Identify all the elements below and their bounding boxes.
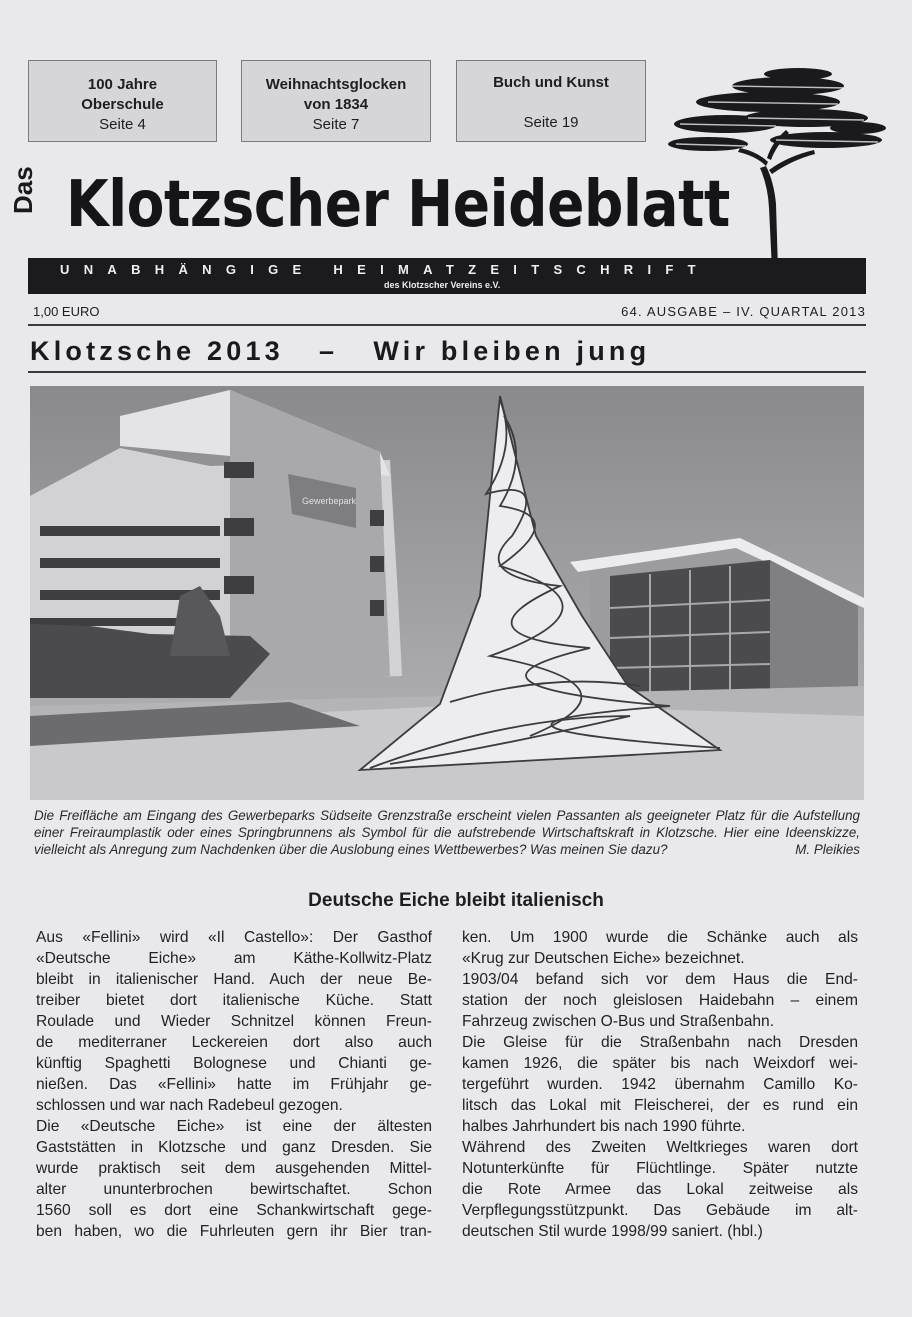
masthead-subtitle: UNABHÄNGIGE HEIMATZEITSCHRIFT	[60, 262, 710, 277]
subtitle-bar	[28, 258, 866, 294]
teaser-box-oberschule[interactable]	[28, 60, 217, 142]
teaser-title-line: Oberschule	[81, 96, 164, 113]
article-line: bleibt in italienischer Hand. Auch der neue Be-	[36, 971, 432, 988]
page-headline: Klotzsche 2013 – Wir bleiben jung	[30, 336, 651, 366]
article-line: Die «Deutsche Eiche» ist eine der ältesten	[36, 1118, 432, 1135]
article-line: «Deutsche Eiche» am Käthe-Kollwitz-Platz	[36, 950, 432, 967]
article-line: kamen 1926, die später bis nach Weixdorf wei-	[462, 1055, 858, 1072]
article-line: treiber bietet dort italienische Küche. Statt	[36, 992, 432, 1009]
article-line: Roulade und Wieder Schnitzel können Freun-	[36, 1013, 432, 1030]
teaser-title-line: 100 Jahre	[87, 76, 158, 93]
article-line: station der noch gleislosen Haidebahn – einem	[462, 992, 858, 1009]
article-line: 1560 soll es dort eine Schankwirtschaft gege-	[36, 1202, 432, 1219]
divider-rule	[28, 324, 866, 326]
article-line: ken. Um 1900 wurde die Schänke auch als	[462, 929, 858, 946]
article-line: nießen. Das «Fellini» hatte im Frühjahr ge-	[36, 1076, 432, 1093]
article-line: «Krug zur Deutschen Eiche» bezeichnet.	[462, 950, 745, 967]
teaser-box-weihnachtsglocken[interactable]	[241, 60, 431, 142]
article-line: die Rote Armee das Lokal zeitweise als	[462, 1181, 858, 1198]
article-column-left	[36, 927, 432, 1242]
teaser-page: Seite 19	[523, 114, 579, 131]
divider-rule	[28, 371, 866, 373]
issue-info: 64. AUSGABE – IV. QUARTAL 2013	[621, 304, 866, 319]
teaser-box-buch-und-kunst[interactable]	[456, 60, 646, 142]
article-line: Die Gleise für die Straßenbahn nach Dresden	[462, 1034, 858, 1051]
teaser-title-line: Weihnachtsglocken	[265, 76, 407, 93]
teaser-page: Seite 4	[99, 116, 146, 133]
article-line: Aus «Fellini» wird «Il Castello»: Der Gasthof	[36, 929, 432, 946]
photo-caption	[34, 807, 860, 858]
article-line: Verpflegungsstützpunkt. Das Gebäude im alt-	[462, 1202, 858, 1219]
masthead-publisher: des Klotzscher Vereins e.V.	[384, 280, 501, 290]
teaser-page: Seite 7	[312, 116, 360, 133]
article-column-right	[462, 927, 858, 1242]
article-line: künftig Spaghetti Bolognese und Chianti ge-	[36, 1055, 432, 1072]
masthead-das: Das	[8, 166, 38, 214]
article-line: Fahrzeug zwischen O-Bus und Straßenbahn.	[462, 1013, 775, 1030]
article-line: de mediterraner Leckereien dort also auch	[36, 1034, 432, 1051]
article-line: ben haben, wo die Fuhrleuten gern ihr Bier tran-	[36, 1223, 432, 1240]
teaser-title-line: von 1834	[303, 96, 369, 113]
article-line: Während des Zweiten Weltkrieges waren dort	[462, 1139, 858, 1156]
article-line: litsch das Lokal mit Fleischerei, der es rund ein	[462, 1097, 858, 1114]
building-sign: Gewerbepark	[302, 496, 357, 506]
article-line: wurde praktisch seit dem ausgehenden Mittel-	[36, 1160, 432, 1177]
article-line: halbes Jahrhundert bis nach 1990 führte.	[462, 1118, 746, 1135]
photo-credit: M. Pleikies	[795, 842, 860, 857]
photo-gewerbepark	[30, 386, 864, 800]
article-line: 1903/04 befand sich vor dem Haus die End-	[462, 971, 858, 988]
article-line: Notunterkünfte für Flüchtlinge. Später nutzte	[462, 1160, 858, 1177]
article-line: deutschen Stil wurde 1998/99 saniert. (hbl.)	[462, 1223, 763, 1240]
teaser-title-line: Buch und Kunst	[493, 74, 609, 91]
article-line: alter ununterbrochen bewirtschaftet. Schon	[36, 1181, 432, 1198]
price: 1,00 EURO	[33, 304, 100, 319]
article-line: Gaststätten in Klotzsche und ganz Dresden. Sie	[36, 1139, 432, 1156]
masthead-title: Klotzscher Heideblatt	[66, 168, 730, 242]
caption-text: Die Freifläche am Eingang des Gewerbeparks Südseite Grenzstraße erscheint vielen Passanten als geeigneter Platz für die Aufstellung einer Freiraumplastik oder eines Springbrunnens als Symbol für die aufstrebende Wirtschaftskraft in Klotzsche. Hier eine Ideenskizze, vielleicht als Anregung zum Nachdenken über die Auslobung eines Wettbewerbes? Was meinen Sie dazu?	[34, 808, 860, 857]
article-title: Deutsche Eiche bleibt italienisch	[308, 890, 604, 911]
article-line: tergeführt wurden. 1942 übernahm Camillo Ko-	[462, 1076, 858, 1093]
article-line: schlossen und war nach Radebeul gezogen.	[36, 1097, 343, 1114]
